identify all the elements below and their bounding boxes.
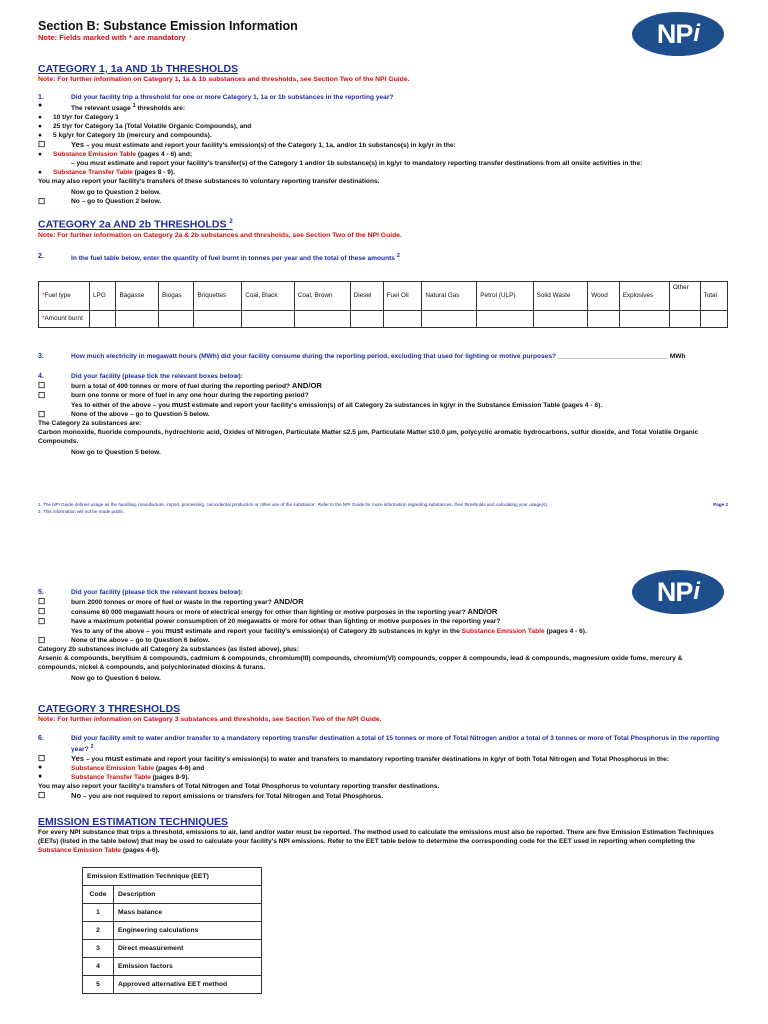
- footnote-2: 2. This information will not be made public.: [38, 508, 125, 514]
- question-1: 1. Did your facility trip a threshold for one or more Category 1, 1a or 1b substances in the reporting year?: [38, 94, 394, 101]
- bullet-icon: ●: [38, 102, 43, 109]
- fuel-col-petrol: Petrol (ULP): [477, 281, 533, 310]
- question-2: 2. In the fuel table below, enter the quantity of fuel burnt in tonnes per year and the total of these amounts $^2$: [38, 252, 400, 262]
- fuel-input-cell[interactable]: [619, 310, 669, 327]
- fuel-col-wood: Wood: [588, 281, 620, 310]
- q5-option-b[interactable]: ☐ consume 60 000 megawatt hours or more of electrical energy for other than lighting or motive purposes in the reporting year? AND/OR: [38, 607, 498, 616]
- cat2b-lead: Category 2b substances include all Category 2a substances (as listed above), plus:: [38, 646, 299, 653]
- fuel-col-bagasse: Bagasse: [116, 281, 159, 310]
- npi-logo: [632, 570, 724, 614]
- fuel-type-header: *Fuel type: [39, 281, 90, 310]
- cat1-voluntary: You may also report your facility's transfers of these substances to voluntary reporting transfer destinations.: [38, 178, 380, 186]
- question-6: 6. Did your facility emit to water and/or transfer to a mandatory reporting transfer destination a total of 15 tonnes or more of Total Nitrogen and/or a total of 3 tonnes or more of Total Phosphorus in the reporting year? $^2$: [38, 735, 720, 754]
- cat1-goto: Now go to Question 2 below.: [71, 189, 161, 197]
- checkbox-cat1-no[interactable]: ☐: [38, 197, 46, 207]
- fuel-input-cell[interactable]: [477, 310, 533, 327]
- eet-heading: EMISSION ESTIMATION TECHNIQUES: [38, 816, 228, 829]
- cat2b-list: Arsenic & compounds, beryllium & compounds, cadmium & compounds, chromium(III) compounds, chromium(VI) compounds, copper & compounds, lead & compounds, magnesium oxide fume, mercury & compounds, nickel & compounds, and polychlorinated dioxins & furans.: [38, 655, 683, 671]
- cat3-emission-ref: ● Substance Emission Table (pages 4-6) and: [38, 764, 205, 773]
- fuel-input-cell[interactable]: [294, 310, 350, 327]
- checkbox-q4-none[interactable]: ☐: [38, 409, 46, 419]
- checkbox-q4-b[interactable]: ☐: [38, 390, 46, 400]
- fuel-col-lpg: LPG: [90, 281, 116, 310]
- bullet-icon: ●: [38, 169, 42, 177]
- fuel-input-cell[interactable]: [422, 310, 477, 327]
- page-two: [38, 576, 728, 994]
- checkbox-cat1-yes[interactable]: ☐: [38, 140, 46, 150]
- cat3-voluntary: You may also report your facility's transfers of Total Nitrogen and Total Phosphorus to voluntary reporting transfer destinations.: [38, 783, 440, 791]
- fuel-col-biogas: Biogas: [159, 281, 194, 310]
- mandatory-note: Note: Fields marked with * are mandatory: [38, 33, 186, 42]
- bullet-icon: ●: [38, 151, 42, 159]
- table-row: 1 Mass balance: [83, 904, 262, 922]
- section-title: Section B: Substance Emission Information: [38, 19, 298, 33]
- fuel-amount-row: [39, 310, 728, 327]
- fuel-header-row: [39, 281, 728, 310]
- table-row: 5 Approved alternative EET method: [83, 976, 262, 994]
- bullet-icon: ●: [38, 123, 42, 131]
- fuel-input-cell[interactable]: [90, 310, 116, 327]
- q5-option-c[interactable]: ☐ have a maximum potential power consumption of 20 megawatts or more for other than lighting or motive purposes in the reporting year?: [38, 617, 501, 626]
- threshold-2: ● 25 t/yr for Category 1a (Total Volatile Organic Compounds), and: [38, 123, 252, 131]
- fuel-input-cell[interactable]: [350, 310, 383, 327]
- question-3: 3. How much electricity in megawatt hours (MWh) did your facility consume during the reporting period, excluding that used for lighting or motive purposes? ______________________________ MWh: [38, 352, 686, 360]
- fuel-col-diesel: Diesel: [350, 281, 383, 310]
- q5-option-a[interactable]: ☐ burn 2000 tonnes or more of fuel or waste in the reporting year? AND/OR: [38, 597, 304, 606]
- bullet-icon: ●: [38, 764, 43, 772]
- cat1-emission-ref: ● Substance Emission Table (pages 4 - 6) and;: [38, 151, 193, 159]
- bullet-icon: ●: [38, 132, 42, 140]
- bullet-icon: ●: [38, 114, 42, 122]
- eet-header-row: [83, 886, 262, 904]
- table-row: 4 Emission factors: [83, 958, 262, 976]
- cat3-transfer-ref: ● Substance Transfer Table (pages 8-9).: [38, 773, 190, 782]
- eet-table-title: Emission Estimation Technique (EET): [83, 868, 262, 886]
- cat2-note: Note: For further information on Category 2a & 2b substances and thresholds, see Section Two of the NPI Guide.: [38, 231, 402, 239]
- cat1-note: Note: For further information on Category 1, 1a & 1b substances and thresholds, see Section Two of the NPI Guide.: [38, 76, 410, 83]
- fuel-input-cell[interactable]: [116, 310, 159, 327]
- footnote-1: 1. The NPI Guide defines usage as the handling, manufacture, import, processing, coincidental production or other use of the substance'. Refer to the NPI Guide for more information regarding substances, their thresholds and calculating your usage(s).: [38, 501, 549, 507]
- cat1-transfer-text: – you must estimate and report your facility's transfer(s) of the Category 1 and/or 1b substance(s) in kg/yr to mandatory reporting transfer destinations from all onsite activities in the:: [71, 160, 643, 168]
- cat3-heading: CATEGORY 3 THRESHOLDS: [38, 703, 181, 715]
- fuel-col-total: Total: [700, 281, 727, 310]
- cat1-transfer-ref: ● Substance Transfer Table (pages 8 - 9).: [38, 169, 175, 177]
- q4-none-option[interactable]: ☐ None of the above – go to Question 5 below.: [38, 409, 210, 419]
- fuel-col-briquettes: Briquettes: [194, 281, 242, 310]
- table-row: 2 Engineering calculations: [83, 922, 262, 940]
- eet-col-code: Code: [83, 886, 114, 904]
- logo-text: NP: [656, 18, 693, 49]
- cat2-heading: CATEGORY 2a AND 2b THRESHOLDS $^2$: [38, 218, 233, 231]
- table-row: 3 Direct measurement: [83, 940, 262, 958]
- threshold-1: ● 10 t/yr for Category 1: [38, 114, 119, 122]
- question-1-text: Did your facility trip a threshold for one or more Category 1, 1a or 1b substances in the reporting year?: [71, 94, 394, 101]
- page-number: Page 2: [713, 501, 728, 507]
- fuel-input-cell[interactable]: [669, 310, 700, 327]
- checkbox-q6-yes[interactable]: ☐: [38, 754, 46, 764]
- fuel-input-cell[interactable]: [533, 310, 588, 327]
- logo-text: NP: [656, 576, 693, 607]
- checkbox-q5-none[interactable]: ☐: [38, 636, 46, 645]
- bullet-icon: ●: [38, 773, 43, 781]
- q5-none-option[interactable]: ☐ None of the above – go to Question 6 below.: [38, 636, 210, 645]
- fuel-col-coal-black: Coal, Black: [242, 281, 295, 310]
- eet-col-description: Description: [114, 886, 262, 904]
- threshold-3: ● 5 kg/yr for Category 1b (mercury and compounds).: [38, 132, 212, 140]
- question-5: 5. Did your facility (please tick the relevant boxes below):: [38, 589, 243, 596]
- cat2a-lead: The Category 2a substances are:: [38, 419, 142, 427]
- fuel-col-fuel-oil: Fuel Oil: [383, 281, 422, 310]
- fuel-col-explosives: Explosives: [619, 281, 669, 310]
- logo-i: i: [693, 20, 700, 47]
- goto-q6: Now go to Question 6 below.: [71, 675, 161, 682]
- fuel-col-other: Other: [669, 281, 700, 310]
- eet-paragraph: For every NPI substance that trips a threshold, emissions to air, land and/or water must be reported. The method used to calculate the emissions must also be reported. There are five Emission Estimation Techniques (EETs) (listed in the table below) that may be used to calculate your facility's NPI emissions. Refer to the EET table below to determine the corresponding code for the EET used in reporting when completing the Substance Emission Table (pages 4-6).: [38, 829, 714, 855]
- q4-option-b[interactable]: ☐ burn one tonne or more of fuel in any one hour during the reporting period?: [38, 390, 309, 400]
- checkbox-q5-b[interactable]: ☐: [38, 607, 46, 616]
- cat1-no-option[interactable]: ☐ No – go to Question 2 below.: [38, 197, 162, 207]
- cat3-note: Note: For further information on Category 3 substances and thresholds, see Section Two of the NPI Guide.: [38, 716, 382, 723]
- usage-line: ● The relevant usage $^1$ thresholds are:: [38, 102, 186, 113]
- fuel-table: [38, 281, 728, 328]
- goto-q5: Now go to Question 5 below.: [71, 448, 161, 456]
- q6-yes-option[interactable]: ☐ Yes – you must estimate and report your facility's emission(s) to water and transfers to mandatory reporting transfer destinations in kg/yr of both Total Nitrogen and Total Phosphorus in the:: [38, 754, 669, 764]
- q5-yes-text: Yes to any of the above – you must estimate and report your facility's emission(s) of Category 2b substances in kg/yr in the Substance Emission Table (pages 4 - 6).: [71, 626, 587, 635]
- question-4: 4. Did your facility (please tick the relevant boxes below):: [38, 372, 243, 380]
- npi-logo: [632, 12, 724, 56]
- q4-yes-text: Yes to either of the above – you must estimate and report your facility's emission(s) of all Category 2a substances in kg/yr in the Substance Emission Table (pages 4 - 6).: [71, 399, 603, 409]
- checkbox-q5-c[interactable]: ☐: [38, 617, 46, 626]
- fuel-input-cell[interactable]: [383, 310, 422, 327]
- fuel-input-cell[interactable]: [700, 310, 727, 327]
- footnote-row: [38, 501, 728, 508]
- fuel-input-cell[interactable]: [242, 310, 295, 327]
- q4-option-a[interactable]: ☐ burn a total of 400 tonnes or more of fuel during the reporting period? AND/OR: [38, 380, 322, 390]
- fuel-input-cell[interactable]: [588, 310, 620, 327]
- eet-title-row: [83, 868, 262, 886]
- fuel-col-natural-gas: Natural Gas: [422, 281, 477, 310]
- checkbox-q6-no[interactable]: ☐: [38, 791, 46, 801]
- eet-table: [82, 867, 262, 994]
- cat2a-list: Carbon monoxide, fluoride compounds, hydrochloric acid, Oxides of Nitrogen, Particulate Matter ≤2.5 μm, Particulate Matter ≤10.0 μm, polycyclic aromatic hydrocarbons, sulfur dioxide, and Total Volatile Organic Compounds.: [38, 428, 699, 445]
- amount-burnt-label: *Amount burnt: [39, 310, 90, 327]
- fuel-col-solid-waste: Solid Waste: [533, 281, 588, 310]
- checkbox-q4-a[interactable]: ☐: [38, 380, 46, 390]
- cat1-yes-option[interactable]: ☐ Yes – you must estimate and report your facility's emission(s) of the Category 1, 1a, and/or 1b substance(s) in kg/yr in the:: [38, 140, 456, 150]
- checkbox-q5-a[interactable]: ☐: [38, 597, 46, 606]
- fuel-col-coal-brown: Coal, Brown: [294, 281, 350, 310]
- fuel-input-cell[interactable]: [194, 310, 242, 327]
- mwh-input[interactable]: ______________________________: [557, 352, 668, 360]
- page-one: [38, 12, 728, 515]
- logo-i: i: [693, 578, 700, 605]
- q6-no-option[interactable]: ☐ No – you are not required to report emissions or transfers for Total Nitrogen and Total Phosphorus.: [38, 791, 384, 801]
- fuel-input-cell[interactable]: [159, 310, 194, 327]
- cat1-heading: CATEGORY 1, 1a AND 1b THRESHOLDS: [38, 63, 239, 75]
